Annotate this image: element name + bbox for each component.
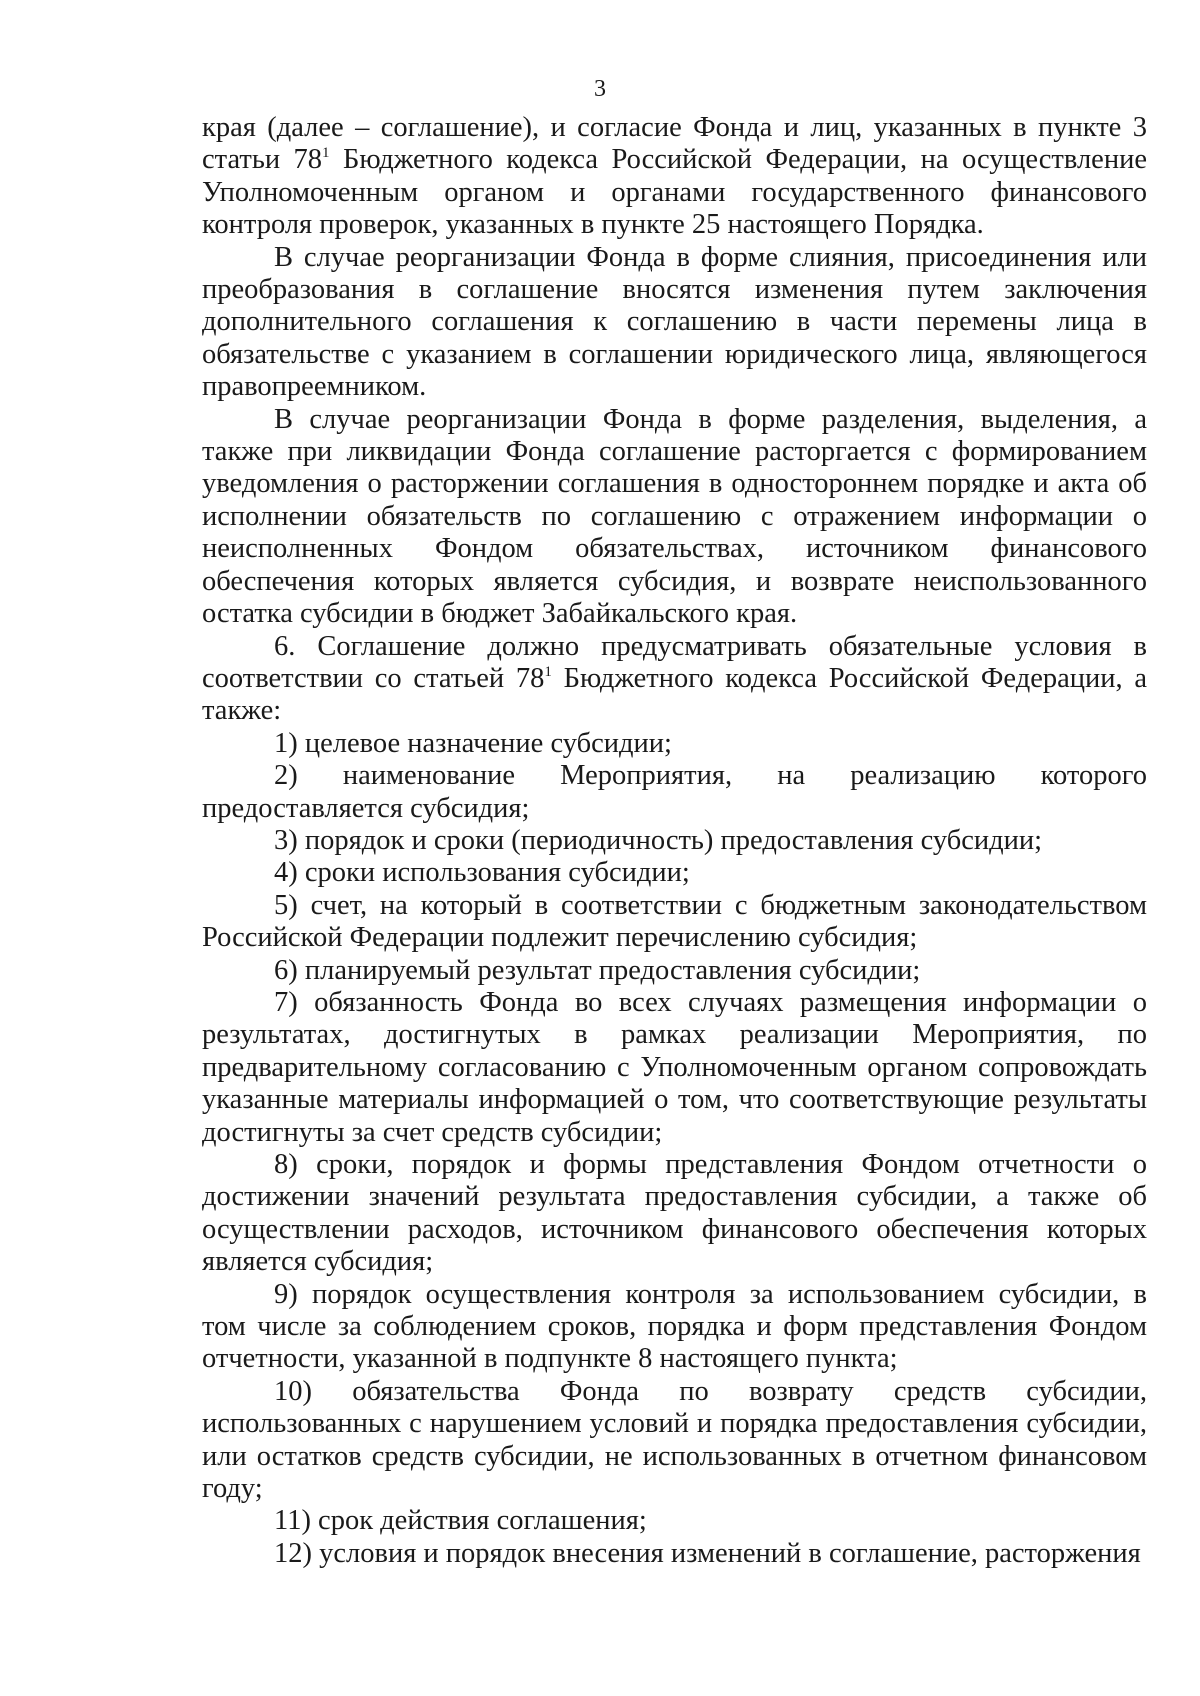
paragraph-text: 11) срок действия соглашения; xyxy=(274,1505,647,1537)
paragraph-text: 12) условия и порядок внесения изменений в соглашение, расторжения xyxy=(274,1537,1141,1569)
paragraph xyxy=(202,728,1147,760)
paragraph xyxy=(202,404,1147,631)
paragraph-text: В случае реорганизации Фонда в форме разделения, выделения, а также при ликвидации Фонда соглашение расторгается с формированием уведомления о расторжении соглашения в одностороннем порядке и акта об исполнении обязательств по соглашению с отражением информации о неисполненных Фондом обязательствах, источником финансового обеспечения которых является субсидия, и возврате неиспользованного остатка субсидии в бюджет Забайкальского края. xyxy=(202,403,1147,630)
paragraph xyxy=(202,987,1147,1149)
paragraph-text: Бюджетного кодекса Российской Федерации, на осуществление Уполномоченным органом и органами государственного финансового контроля проверок, указанных в пункте 25 настоящего Порядка. xyxy=(202,144,1147,241)
paragraph-text: края (далее – соглашение), и согласие Фонда и лиц, указанных в пункте 3 статьи 78 xyxy=(202,112,1147,176)
paragraph xyxy=(202,825,1147,857)
paragraph xyxy=(202,890,1147,955)
superscript: 1 xyxy=(544,663,552,680)
paragraph xyxy=(202,1505,1147,1537)
paragraph xyxy=(202,1149,1147,1279)
paragraph xyxy=(202,760,1147,825)
paragraph-text: 6) планируемый результат предоставления субсидии; xyxy=(274,954,921,986)
paragraph xyxy=(202,1376,1147,1506)
paragraph-text: 8) сроки, порядок и формы представления Фондом отчетности о достижении значений результата предоставления субсидии, а также об осуществлении расходов, источником финансового обеспечения которых является субсидия; xyxy=(202,1149,1147,1278)
paragraph-text: 9) порядок осуществления контроля за использованием субсидии, в том числе за соблюдением сроков, порядка и форм представления Фондом отчетности, указанной в подпункте 8 настоящего пункта; xyxy=(202,1278,1147,1375)
paragraph-text: 1) целевое назначение субсидии; xyxy=(274,727,672,759)
paragraph xyxy=(202,955,1147,987)
paragraph-text: 3) порядок и сроки (периодичность) предоставления субсидии; xyxy=(274,824,1043,856)
page-number: 3 xyxy=(594,76,606,102)
paragraph-text: В случае реорганизации Фонда в форме слияния, присоединения или преобразования в соглашение вносятся изменения путем заключения дополнительного соглашения к соглашению в части перемены лица в обязательстве с указанием в соглашении юридического лица, являющегося правопреемником. xyxy=(202,241,1147,403)
paragraph xyxy=(202,1538,1147,1570)
paragraph xyxy=(202,242,1147,404)
superscript: 1 xyxy=(322,145,330,162)
paragraph-text: 6. Соглашение должно предусматривать обязательные условия в соответствии со статьей 78 xyxy=(202,630,1147,694)
paragraph xyxy=(202,112,1147,242)
paragraph xyxy=(202,1279,1147,1376)
document-body xyxy=(202,112,1147,1570)
paragraph-text: 5) счет, на который в соответствии с бюджетным законодательством Российской Федерации подлежит перечислению субсидия; xyxy=(202,889,1147,954)
paragraph-text: Бюджетного кодекса Российской Федерации, а также: xyxy=(202,662,1148,727)
paragraph-text: 4) сроки использования субсидии; xyxy=(274,857,690,889)
paragraph-text: 2) наименование Мероприятия, на реализацию которого предоставляется субсидия; xyxy=(202,760,1147,824)
paragraph xyxy=(202,857,1147,889)
paragraph-text: 7) обязанность Фонда во всех случаях размещения информации о результатах, достигнутых в рамках реализации Мероприятия, по предварительному согласованию с Уполномоченным органом сопровождать указанные материалы информацией о том, что соответствующие результаты достигнуты за счет средств субсидии; xyxy=(202,986,1147,1148)
paragraph xyxy=(202,631,1147,728)
paragraph-text: 10) обязательства Фонда по возврату средств субсидии, использованных с нарушением условий и порядка предоставления субсидии, или остатков средств субсидии, не использованных в отчетном финансовом году; xyxy=(202,1375,1147,1505)
